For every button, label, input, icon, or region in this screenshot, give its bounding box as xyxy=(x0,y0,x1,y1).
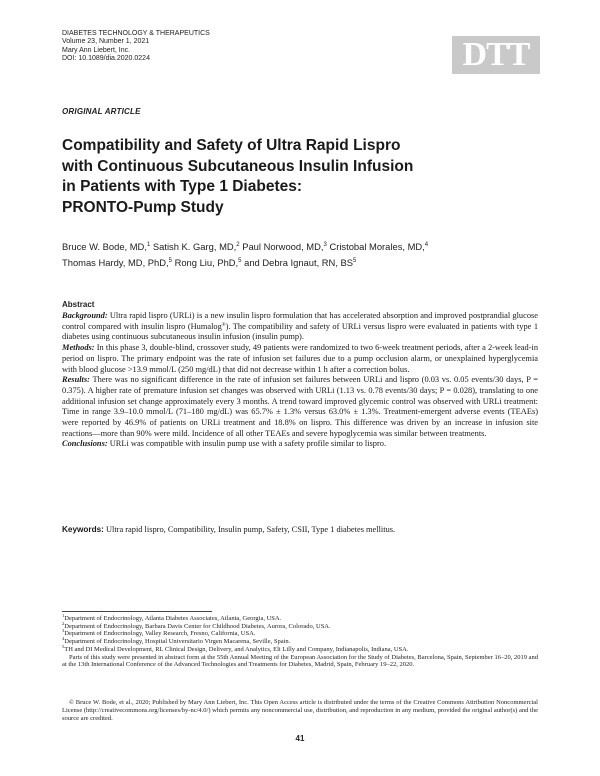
author-list xyxy=(62,239,428,271)
author-name: Bruce W. Bode, MD, xyxy=(62,241,147,252)
author-affiliation: 5 xyxy=(353,258,357,264)
affiliation-text: TH and DI Medical Development, RL Clinical Design, Delivery, and Analytics, Eli Lilly and Company, Indianapolis, Indiana, USA. xyxy=(64,645,409,653)
affiliation-footnotes xyxy=(62,615,538,669)
footnote-divider xyxy=(62,611,212,612)
affiliation xyxy=(62,615,538,623)
affiliation-number: 5 xyxy=(62,643,65,649)
results-label: Results: xyxy=(62,375,90,385)
title-line: with Continuous Subcutaneous Insulin Infusion xyxy=(62,157,414,175)
keywords xyxy=(62,524,538,535)
affiliation-text: Department of Endocrinology, Hospital Universitario Virgen Macarena, Seville, Spain. xyxy=(64,638,291,646)
affiliation xyxy=(62,643,538,654)
abstract-results xyxy=(62,375,538,439)
presentation-note: Parts of this study were presented in abstract form at the 55th Annual Meeting of the European Association for the Study of Diabetes, Barcelona, Spain, September 16–20, 2019 and at the 13th International Conference of the Advanced Technologies and Treatments for Diabetes, Madrid, Spain, February 19–22, 2020. xyxy=(62,653,538,669)
abstract-conclusions xyxy=(62,439,538,450)
author-name: Cristobal Morales, MD, xyxy=(329,241,425,252)
affiliation xyxy=(62,638,538,646)
affiliation-number: 2 xyxy=(62,620,65,626)
author-line xyxy=(62,239,428,255)
journal-logo xyxy=(452,36,540,74)
abstract-body xyxy=(62,311,538,450)
author-name: Paul Norwood, MD, xyxy=(242,241,324,252)
journal-name: DIABETES TECHNOLOGY & THERAPEUTICS xyxy=(62,30,210,37)
abstract-methods xyxy=(62,343,538,375)
background-label: Background: xyxy=(62,311,108,320)
results-text: There was no significant difference in the rate of infusion set failures between URLi and lispro (0.03 vs. 0.05 events/30 days, P = 0.375). A higher rate of premature infusion set changes was observed with URLi (1.13 vs. 0.78 events/30 days; P = 0.028), translating to one additional infusion set change approximately every 3 months. A trend toward improved glycemic control was observed with URLi treatment: Time in range 3.9–10.0 mmol/L (71–180 mg/dL) was 65.7% ± 1.3% versus 63.0% ± 1.3%. Treatment-emergent adverse events (TEAEs) were reported by 46.9% of patients on URLi treatment and 18.8% on lispro. This difference was driven by an increase in infusion site reactions—more than 90% were mild. Incidence of all other TEAEs and severe hypoglycemia was similar between treatments. xyxy=(62,375,538,438)
affiliation-number: 3 xyxy=(62,628,65,634)
title-line: in Patients with Type 1 Diabetes: xyxy=(62,178,303,195)
background-text: Ultra rapid lispro (URLi) is a new insulin lispro formulation that has accelerated absorption and improved postprandial glucose control compared with insulin lispro (Humalog xyxy=(62,311,538,331)
license-notice: © Bruce W. Bode, et al., 2020; Published by Mary Ann Liebert, Inc. This Open Access article is distributed under the terms of the Creative Commons Attribution Noncommercial License (http://creativecommons.org/licenses/by-nc/4.0/) which permits any noncommercial use, distribution, and reproduction in any medium, provided the original author(s) and the source are credited. xyxy=(62,699,538,722)
author-affiliation: 5 xyxy=(238,258,242,264)
author-affiliation: 3 xyxy=(323,242,327,248)
author-name: Rong Liu, PhD, xyxy=(174,257,239,268)
journal-publisher: Mary Ann Liebert, Inc. xyxy=(62,46,131,54)
page-number: 41 xyxy=(295,734,305,743)
conclusions-label: Conclusions: xyxy=(62,439,108,449)
author-name: Satish K. Garg, MD, xyxy=(152,241,237,252)
author-name: Thomas Hardy, MD, PhD, xyxy=(62,257,169,268)
author-affiliation: 2 xyxy=(236,242,240,248)
methods-label: Methods: xyxy=(62,343,95,353)
title-line: Compatibility and Safety of Ultra Rapid Lispro xyxy=(62,137,401,154)
affiliation-text: Department of Endocrinology, Atlanta Diabetes Associates, Atlanta, Georgia, USA. xyxy=(64,615,282,622)
title-line: PRONTO-Pump Study xyxy=(62,198,224,216)
article-type: ORIGINAL ARTICLE xyxy=(62,107,141,116)
methods-text: In this phase 3, double-blind, crossover study, 49 patients were randomized to two 6-week treatment periods, after a 2-week lead-in period on lispro. The primary endpoint was the rate of infusion set failures due to a pump occlusion alarm, or unexplained hyperglycemia with blood glucose >13.9 mmol/L (250 mg/dL) that did not decrease within 1 h after a correction bolus. xyxy=(62,343,539,374)
author-affiliation: 1 xyxy=(146,242,151,248)
affiliation-number: 4 xyxy=(62,636,65,642)
journal-logo-text: DTT xyxy=(462,36,530,73)
author-affiliation: 5 xyxy=(168,258,172,264)
journal-volume: Volume 23, Number 1, 2021 xyxy=(62,38,150,46)
registered-mark: ® xyxy=(221,322,226,328)
journal-header xyxy=(62,30,210,64)
conclusions-text: URLi was compatible with insulin pump use with a safety profile similar to lispro. xyxy=(109,439,387,449)
abstract-heading: Abstract xyxy=(62,300,95,309)
author-line xyxy=(62,255,428,271)
author-affiliation: 4 xyxy=(424,242,429,248)
affiliation-text: Department of Endocrinology, Valley Research, Fresno, California, USA. xyxy=(64,630,256,638)
affiliation-text: Department of Endocrinology, Barbara Davis Center for Childhood Diabetes, Aurora, Colorado, USA. xyxy=(64,622,331,630)
journal-doi[interactable]: DOI: 10.1089/dia.2020.0224 xyxy=(62,55,150,63)
keywords-text: Ultra rapid lispro, Compatibility, Insulin pump, Safety, CSII, Type 1 diabetes mellitus. xyxy=(105,525,396,534)
keywords-label: Keywords: xyxy=(62,525,104,534)
affiliation xyxy=(62,630,538,638)
author-name: and Debra Ignaut, RN, BS xyxy=(244,257,354,268)
article-title xyxy=(62,136,482,218)
affiliation-number: 1 xyxy=(62,613,65,618)
abstract-background xyxy=(62,311,538,343)
background-text-end: ). The compatibility and safety of URLi versus lispro were evaluated in patients with type 1 diabetes using continuous subcutaneous insulin infusion (insulin pump). xyxy=(62,321,539,342)
